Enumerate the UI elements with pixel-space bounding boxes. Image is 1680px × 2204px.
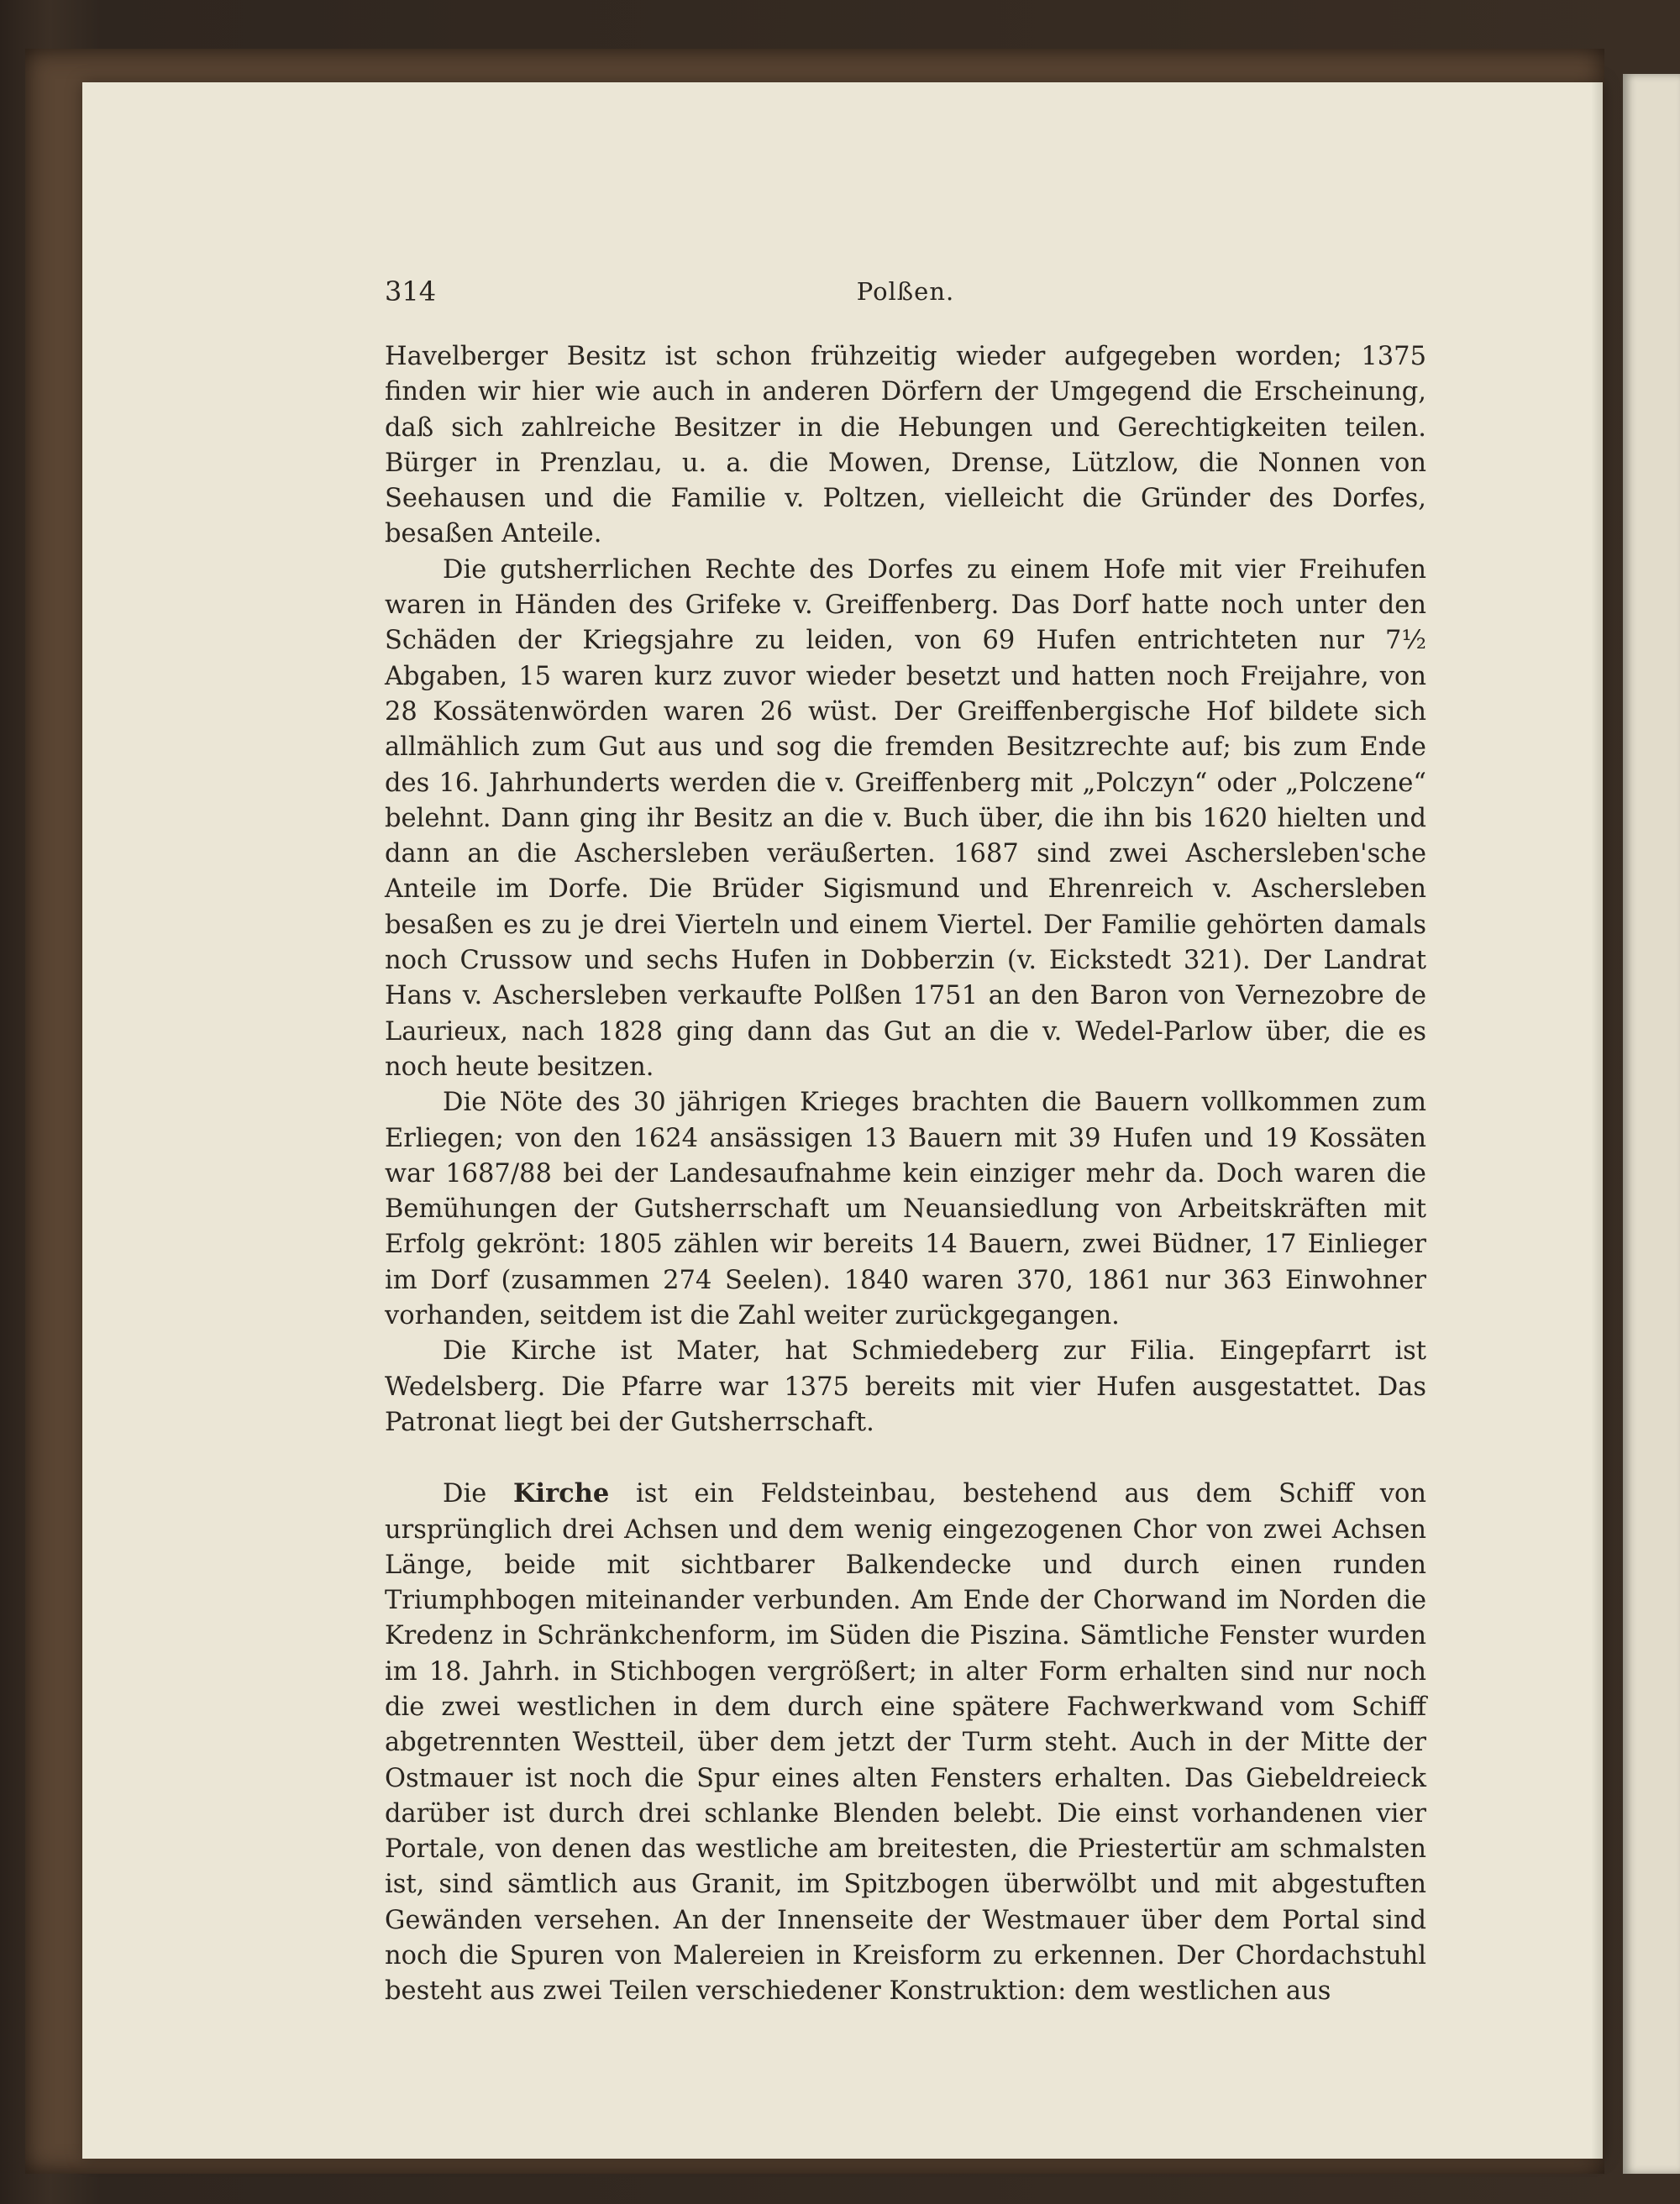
paragraph-2: Die gutsherrlichen Rechte des Dorfes zu einem Hofe mit vier Freihufen waren in Händen des Grifeke v. Greiffenberg. Das Dorf hatte noch unter den Schäden der Kriegsjahre zu leiden, von 69 Hufen entrichteten nur 7½ Abgaben, 15 waren kurz zuvor wieder besetzt und hatten noch Freijahre, von 28 Kossätenwörden waren 26 wüst. Der Greiffenbergische Hof bildete sich allmählich zum Gut aus und sog die fremden Besitzrechte auf; bis zum Ende des 16. Jahrhunderts werden die v. Greiffenberg mit „Polczyn“ oder „Polczene“ belehnt. Dann ging ihr Besitz an die v. Buch über, die ihn bis 1620 hielten und dann an die Aschersleben veräußerten. 1687 sind zwei Aschersleben'sche Anteile im Dorfe. Die Brüder Sigismund und Ehrenreich v. Aschersleben besaßen es zu je drei Vierteln und einem Viertel. Der Familie gehörten damals noch Crussow und sechs Hufen in Dobberzin (v. Eickstedt 321). Der Landrat Hans v. Aschersleben verkaufte Polßen 1751 an den Baron von Vernezobre de Laurieux, nach 1828 ging dann das Gut an die v. Wedel-Parlow über, die es noch heute besitzen. [385, 554, 1426, 1082]
section-text: ist ein Feldsteinbau, bestehend aus dem Schiff von ursprünglich drei Achsen und dem wenig eingezogenen Chor von zwei Achsen Länge, beide mit sichtbarer Balkendecke und durch einen runden Triumphbogen miteinander verbunden. Am Ende der Chorwand im Norden die Kredenz in Schränkchenform, im Süden die Piszina. Sämtliche Fenster wurden im 18. Jahrh. in Stichbogen vergrößert; in alter Form erhalten sind nur noch die zwei westlichen in dem durch eine spätere Fachwerkwand vom Schiff abgetrennten Westteil, über dem jetzt der Turm steht. Auch in der Mitte der Ostmauer ist noch die Spur eines alten Fensters erhalten. Das Giebeldreieck darüber ist durch drei schlanke Blenden belebt. Die einst vorhandenen vier Portale, von denen das westliche am breitesten, die Priestertür am schmalsten ist, sind sämtlich aus Granit, im Spitzbogen überwölbt und mit abgestuften Gewänden versehen. An der Innenseite der Westmauer über dem Portal sind noch die Spuren von Malereien in Kreisform zu erkennen. Der Chordachstuhl besteht aus zwei Teilen verschiedener Konstruktion: dem westlichen aus [385, 1479, 1426, 2007]
page-header [385, 276, 1426, 317]
paragraph-4: Die Kirche ist Mater, hat Schmiedeberg zur Filia. Eingepfarrt ist Wedelsberg. Die Pfarre war 1375 bereits mit vier Hufen ausgestattet. Das Patronat liegt bei der Gutsherrschaft. [385, 1336, 1426, 1437]
section-term-bold: Kirche [512, 1478, 610, 1509]
page-number: 314 [385, 276, 437, 307]
body-text [385, 339, 1426, 2010]
section-lead: Die [443, 1479, 487, 1509]
paragraph-church-description [385, 1476, 1426, 2009]
paragraph-1: Havelberger Besitz ist schon frühzeitig wieder aufgegeben worden; 1375 finden wir hier wie auch in anderen Dörfern der Umgegend die Erscheinung, daß sich zahlreiche Besitzer in die Hebungen und Gerechtigkeiten teilen. Bürger in Prenzlau, u. a. die Mowen, Drense, Lützlow, die Nonnen von Seehausen und die Familie v. Poltzen, vielleicht die Gründer des Dorfes, besaßen Anteile. [385, 342, 1426, 549]
paragraph-3: Die Nöte des 30 jährigen Krieges brachten die Bauern vollkommen zum Erliegen; von den 1624 ansässigen 13 Bauern mit 39 Hufen und 19 Kossäten war 1687/88 bei der Landesaufnahme kein einziger mehr da. Doch waren die Bemühungen der Gutsherrschaft um Neuansiedlung von Arbeitskräften mit Erfolg gekrönt: 1805 zählen wir bereits 14 Bauern, zwei Büdner, 17 Einlieger im Dorf (zusammen 274 Seelen). 1840 waren 370, 1861 nur 363 Einwohner vorhanden, seitdem ist die Zahl weiter zurückgegangen. [385, 1088, 1426, 1331]
adjacent-page-edge [1623, 74, 1680, 2174]
running-title: Polßen. [856, 277, 955, 306]
